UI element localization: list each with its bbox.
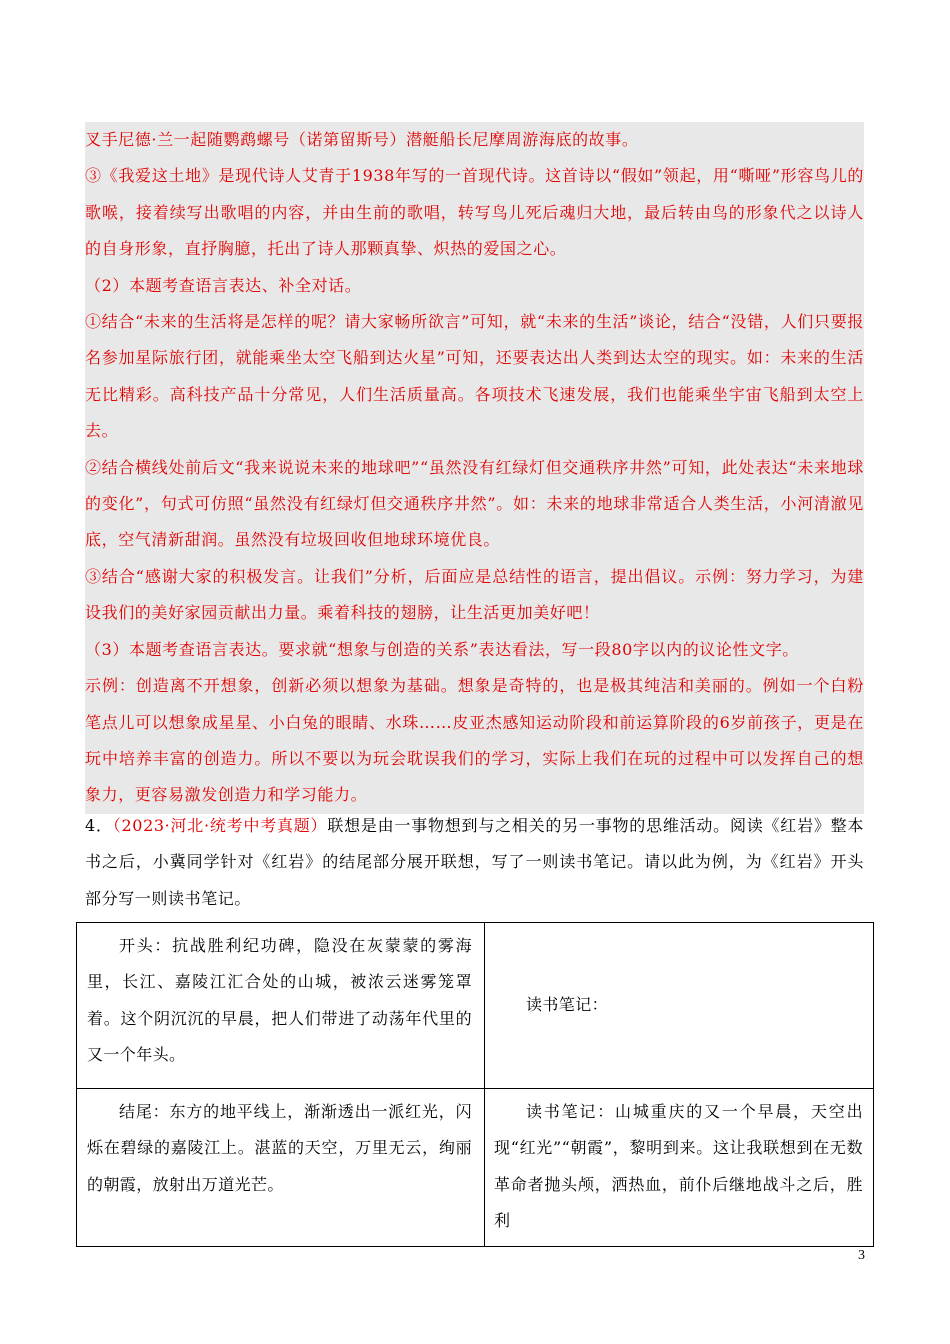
- answer-line: ③结合“感谢大家的积极发言。让我们”分析，后面应是总结性的语言，提出倡议。示例：努力学习，为建设我们的美好家园贡献出力量。乘着科技的翅膀，让生活更加美好吧！: [85, 566, 864, 623]
- answer-line: ③《我爱这土地》是现代诗人艾青于1938年写的一首现代诗。这首诗以“假如”领起，用“嘶哑”形容鸟儿的歌喉，接着续写出歌唱的内容，并由生前的歌唱，转写鸟儿死后魂归大地，最后转由鸟的形象代之以诗人的自身形象，直抒胸臆，托出了诗人那颗真挚、炽热的爱国之心。: [85, 166, 864, 259]
- reading-notes-table: [76, 922, 874, 1247]
- table-cell-ending: 结尾：东方的地平线上，渐渐透出一派红光，闪烁在碧绿的嘉陵江上。湛蓝的天空，万里无云，绚丽的朝霞，放射出万道光芒。: [77, 1089, 485, 1247]
- table-row: [77, 923, 874, 1089]
- table-cell-opening-notes: 读书笔记：: [485, 923, 874, 1089]
- question-number: 4．: [85, 816, 113, 835]
- answer-line: （2）本题考查语言表达、补全对话。: [85, 275, 362, 295]
- table-row: [77, 1089, 874, 1247]
- answer-line: ①结合“未来的生活将是怎样的呢？请大家畅所欲言”可知，就“未来的生活”谈论，结合“没错，人们只要报名参加星际旅行团，就能乘坐太空飞船到达火星”可知，还要表达出人类到达太空的现实。如：未来的生活无比精彩。高科技产品十分常见，人们生活质量高。各项技术飞速发展，我们也能乘坐宇宙飞船到太空上去。: [85, 312, 864, 441]
- question-body: 联想是由一事物想到与之相关的另一事物的思维活动。阅读《红岩》整本书之后，小冀同学针对《红岩》的结尾部分展开联想，写了一则读书笔记。请以此为例，为《红岩》开头部分写一则读书笔记。: [85, 816, 864, 908]
- question-4: [85, 808, 864, 917]
- answer-line: ②结合横线处前后文“我来说说未来的地球吧”“虽然没有红绿灯但交通秩序井然”可知，此处表达“未来地球的变化”，句式可仿照“虽然没有红绿灯但交通秩序井然”。如：未来的地球非常适合人类生活，小河清澈见底，空气清新甜润。虽然没有垃圾回收但地球环境优良。: [85, 457, 864, 550]
- answer-line: 示例：创造离不开想象，创新必须以想象为基础。想象是奇特的，也是极其纯洁和美丽的。例如一个白粉笔点儿可以想象成星星、小白兔的眼睛、水珠……皮亚杰感知运动阶段和前运算阶段的6岁前孩子，更是在玩中培养丰富的创造力。所以不要以为玩会耽误我们的学习，实际上我们在玩的过程中可以发挥自己的想象力，更容易激发创造力和学习能力。: [85, 676, 864, 805]
- question-source: （2023·河北·统考中考真题）: [112, 816, 328, 835]
- question-text: [85, 808, 864, 917]
- answer-analysis-block: [85, 122, 864, 814]
- answer-line: （3）本题考查语言表达。要求就“想象与创造的关系”表达看法，写一段80字以内的议论性文字。: [85, 639, 799, 659]
- table-cell-opening: 开头：抗战胜利纪功碑，隐没在灰蒙蒙的雾海里，长江、嘉陵江汇合处的山城，被浓云迷雾笼罩着。这个阴沉沉的早晨，把人们带进了动荡年代里的又一个年头。: [77, 923, 485, 1089]
- table-cell-ending-notes: 读书笔记：山城重庆的又一个早晨，天空出现“红光”“朝霞”，黎明到来。这让我联想到在无数革命者抛头颅，洒热血，前仆后继地战斗之后，胜利: [485, 1089, 874, 1247]
- page-number: 3: [858, 1248, 865, 1263]
- answer-line: 叉手尼德·兰一起随鹦鹉螺号（诺第留斯号）潜艇船长尼摩周游海底的故事。: [85, 130, 639, 149]
